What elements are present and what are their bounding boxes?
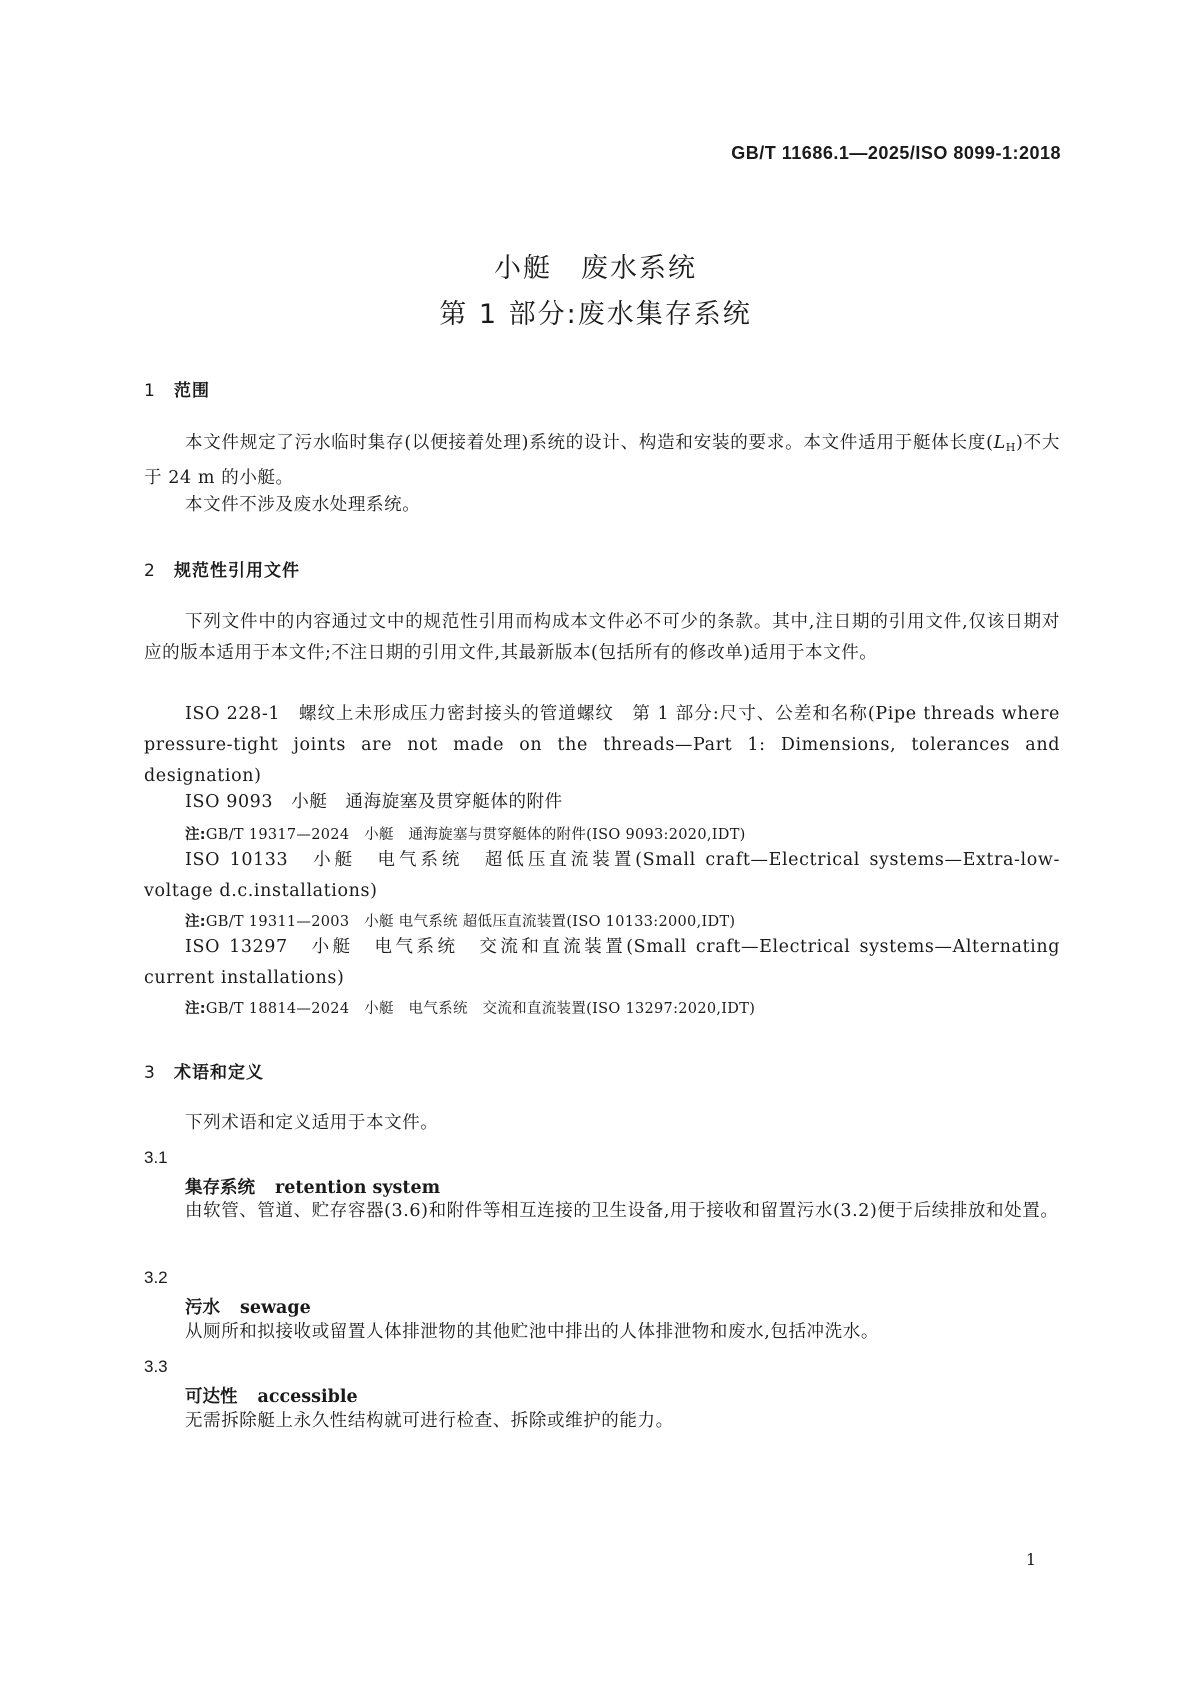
reference-note: 注:GB/T 19317—2024 小艇 通海旋塞与贯穿艇体的附件(ISO 9093:2020,IDT) [185, 827, 746, 843]
reference-iso-9093: ISO 9093 小艇 通海旋塞及贯穿艇体的附件 [185, 792, 563, 812]
scope-paragraph-2: 本文件不涉及废水处理系统。 [185, 495, 421, 515]
reference-iso-228-1: ISO 228-1 螺纹上未形成压力密封接头的管道螺纹 第 1 部分:尺寸、公差和名称(Pipe threads where pressure-tight joints are not made on the threads—Part 1: Dimensions, tolerances and designation) [144, 704, 1060, 786]
term-heading: 集存系统 retention system [185, 1178, 441, 1198]
term-number: 3.1 [144, 1148, 168, 1167]
term-heading: 可达性 accessible [185, 1387, 358, 1407]
section-number: 2 [144, 561, 156, 581]
terms-intro: 下列术语和定义适用于本文件。 [185, 1113, 439, 1133]
section-1-heading [144, 376, 210, 401]
term-definition: 由软管、管道、贮存容器(3.6)和附件等相互连接的卫生设备,用于接收和留置污水(3.2)便于后续排放和处置。 [185, 1201, 1059, 1221]
term-heading: 污水 sewage [185, 1298, 311, 1318]
section-title: 术语和定义 [174, 1063, 264, 1083]
normative-references-intro: 下列文件中的内容通过文中的规范性引用而构成本文件必不可少的条款。其中,注日期的引用文件,仅该日期对应的版本适用于本文件;不注日期的引用文件,其最新版本(包括所有的修改单)适用于本文件。 [144, 612, 1060, 663]
section-2-heading [144, 556, 300, 581]
section-3-heading [144, 1058, 264, 1083]
section-number: 3 [144, 1063, 156, 1083]
reference-note: 注:GB/T 19311—2003 小艇 电气系统 超低压直流装置(ISO 10133:2000,IDT) [185, 914, 736, 930]
reference-note: 注:GB/T 18814—2024 小艇 电气系统 交流和直流装置(ISO 13297:2020,IDT) [185, 1001, 756, 1017]
reference-iso-10133: ISO 10133 小艇 电气系统 超低压直流装置(Small craft—Electrical systems—Extra-low-voltage d.c.installations) [144, 850, 1060, 901]
reference-iso-13297: ISO 13297 小艇 电气系统 交流和直流装置(Small craft—Electrical systems—Alternating current installations) [144, 937, 1060, 988]
term-number: 3.3 [144, 1357, 168, 1376]
term-definition: 从厕所和拟接收或留置人体排泄物的其他贮池中排出的人体排泄物和废水,包括冲洗水。 [185, 1322, 879, 1342]
term-number: 3.2 [144, 1268, 168, 1287]
section-number: 1 [144, 381, 156, 401]
page-number: 1 [1025, 1550, 1036, 1569]
term-definition: 无需拆除艇上永久性结构就可进行检查、拆除或维护的能力。 [185, 1411, 674, 1431]
document-title-line2: 第 1 部分:废水集存系统 [439, 299, 752, 330]
document-number: GB/T 11686.1—2025/ISO 8099-1:2018 [731, 143, 1061, 163]
section-title: 范围 [174, 381, 210, 401]
document-title-line1: 小艇 废水系统 [494, 253, 697, 284]
scope-paragraph-1: 本文件规定了污水临时集存(以便接着处理)系统的设计、构造和安装的要求。本文件适用于艇体长度$(L_H)$不大于 24 m 的小艇。 [144, 433, 1060, 488]
section-title: 规范性引用文件 [174, 561, 300, 581]
